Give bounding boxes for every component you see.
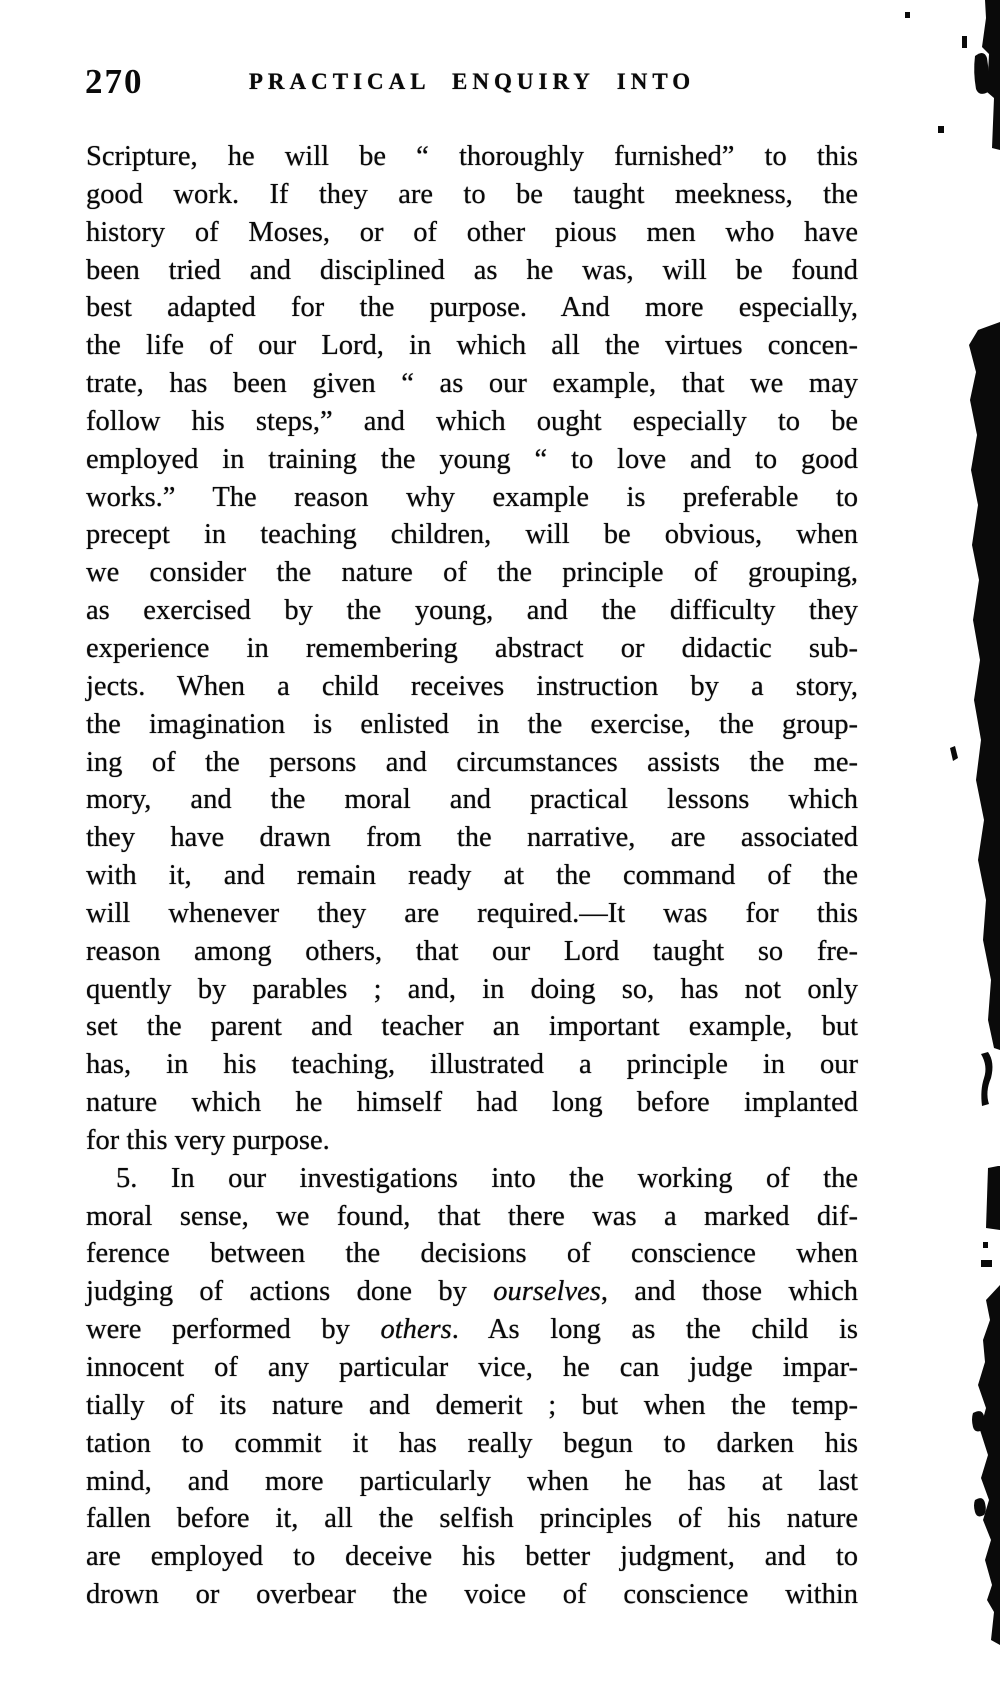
text-segment: ing of the persons and circumstances assists the me- xyxy=(86,746,858,778)
text-line xyxy=(86,857,858,895)
text-line xyxy=(86,630,858,668)
running-header xyxy=(0,62,1000,112)
text-line xyxy=(86,1084,858,1122)
text-segment: moral sense, we found, that there was a marked dif- xyxy=(86,1200,858,1232)
text-line xyxy=(86,176,858,214)
text-segment: mory, and the moral and practical lessons which xyxy=(86,784,858,816)
page-body-text xyxy=(86,138,858,1614)
text-segment: . As long as the child is xyxy=(451,1314,859,1346)
text-segment: the life of our Lord, in which all the virtues concen- xyxy=(86,330,858,362)
text-segment: ference between the decisions of conscience when xyxy=(86,1238,858,1270)
scan-artifact-bump xyxy=(972,1411,985,1431)
text-line xyxy=(86,971,858,1009)
text-segment: quently by parables ; and, in doing so, has not only xyxy=(86,973,858,1005)
text-line xyxy=(86,516,858,554)
text-segment: jects. When a child receives instruction by a story, xyxy=(86,670,858,702)
text-segment: reason among others, that our Lord taught so fre- xyxy=(86,935,858,967)
text-segment: works.” The reason why example is preferable to xyxy=(86,481,858,513)
text-line xyxy=(86,1046,858,1084)
scan-artifact-bar xyxy=(986,1166,1000,1230)
italic-text: ourselves xyxy=(493,1276,601,1308)
text-line xyxy=(86,1387,858,1425)
text-line xyxy=(86,327,858,365)
text-line xyxy=(86,895,858,933)
text-segment: experience in remembering abstract or didactic sub- xyxy=(86,632,858,664)
page-number: 270 xyxy=(85,62,144,101)
text-line xyxy=(86,1273,858,1311)
text-line xyxy=(86,479,858,517)
text-segment: best adapted for the purpose. And more especially, xyxy=(86,292,858,324)
text-segment: has, in his teaching, illustrated a principle in our xyxy=(86,1049,858,1081)
text-line xyxy=(86,1349,858,1387)
text-line xyxy=(86,592,858,630)
text-line xyxy=(86,289,858,327)
scan-artifact-tail xyxy=(981,1052,992,1106)
scan-artifact-speck xyxy=(938,126,944,133)
text-line xyxy=(86,1235,858,1273)
scan-artifact-main-band xyxy=(969,322,1000,1050)
text-line xyxy=(86,1122,858,1160)
text-line xyxy=(86,706,858,744)
text-segment: judging of actions done by xyxy=(86,1276,494,1308)
text-segment: Scripture, he will be “ thoroughly furnished” to this xyxy=(86,141,858,172)
text-segment: history of Moses, or of other pious men who have xyxy=(86,216,858,248)
text-line xyxy=(86,554,858,592)
text-segment: as exercised by the young, and the difficulty they xyxy=(86,595,858,627)
text-line xyxy=(86,1425,858,1463)
text-line xyxy=(86,1198,858,1236)
text-line xyxy=(86,214,858,252)
text-line xyxy=(86,252,858,290)
text-line xyxy=(86,1463,858,1501)
text-segment: the imagination is enlisted in the exercise, the group- xyxy=(86,708,858,740)
text-segment: 5. In our investigations into the working of the xyxy=(116,1162,858,1194)
text-segment: mind, and more particularly when he has at last xyxy=(86,1465,858,1497)
text-line xyxy=(86,1576,858,1614)
text-segment: , and those which xyxy=(600,1276,858,1308)
text-segment: set the parent and teacher an important example, but xyxy=(86,1011,858,1043)
text-segment: for this very purpose. xyxy=(86,1124,330,1156)
text-line xyxy=(86,819,858,857)
text-line xyxy=(86,1008,858,1046)
text-segment: we consider the nature of the principle of grouping, xyxy=(86,557,858,589)
text-segment: tially of its nature and demerit ; but when the temp- xyxy=(86,1389,858,1421)
text-segment: tation to commit it has really begun to darken his xyxy=(86,1427,858,1459)
text-segment: nature which he himself had long before implanted xyxy=(86,1087,858,1119)
text-segment: fallen before it, all the selfish principles of his nature xyxy=(86,1503,858,1535)
italic-text: others xyxy=(380,1314,452,1346)
text-line xyxy=(86,138,858,176)
text-segment: follow his steps,” and which ought especially to be xyxy=(86,405,858,437)
text-segment: they have drawn from the narrative, are associated xyxy=(86,822,858,854)
text-segment: innocent of any particular vice, he can judge impar- xyxy=(86,1352,858,1383)
text-line xyxy=(86,933,858,971)
text-segment: are employed to deceive his better judgment, and to xyxy=(86,1541,858,1573)
text-line xyxy=(86,1538,858,1576)
text-line xyxy=(86,1160,858,1198)
text-line xyxy=(86,1311,858,1349)
text-segment: with it, and remain ready at the command of the xyxy=(86,860,858,892)
text-segment: been tried and disciplined as he was, will be found xyxy=(86,254,858,286)
scan-artifact-bump xyxy=(974,1498,986,1516)
text-line xyxy=(86,365,858,403)
scan-artifact-tick xyxy=(950,746,958,761)
text-line xyxy=(86,441,858,479)
running-title: PRACTICAL ENQUIRY INTO xyxy=(248,69,696,94)
text-line xyxy=(86,744,858,782)
text-segment: employed in training the young “ to love and to good xyxy=(86,443,858,475)
text-segment: were performed by xyxy=(86,1314,381,1346)
text-line xyxy=(86,1500,858,1538)
text-line xyxy=(86,403,858,441)
text-line xyxy=(86,781,858,819)
text-segment: good work. If they are to be taught meekness, the xyxy=(86,178,858,210)
scan-artifact-speck xyxy=(905,12,910,18)
scan-artifact-speck xyxy=(983,1242,988,1248)
text-segment: precept in teaching children, will be obvious, when xyxy=(86,519,858,551)
scan-artifact-speck xyxy=(962,36,967,48)
scan-artifact-lower-band xyxy=(978,1285,1000,1645)
text-segment: drown or overbear the voice of conscience within xyxy=(86,1579,858,1611)
text-segment: trate, has been given “ as our example, that we may xyxy=(86,368,858,400)
text-segment: will whenever they are required.—It was for this xyxy=(86,897,858,929)
text-line xyxy=(86,668,858,706)
scan-artifact-dash xyxy=(981,1260,992,1267)
